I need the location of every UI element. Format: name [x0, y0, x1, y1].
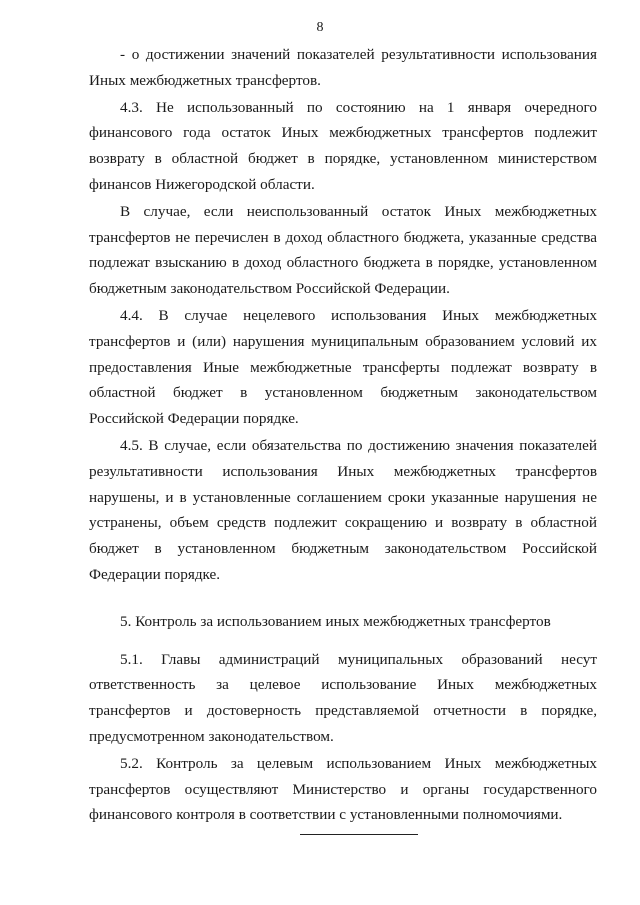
document-body [89, 42, 597, 828]
paragraph-5-2: 5.2. Контроль за целевым использованием Иных межбюджетных трансфертов осуществляют Министерство и органы государственного финансового контроля в соответствии с установленными полномочиями. [89, 754, 597, 824]
section-heading-control: 5. Контроль за использованием иных межбюджетных трансфертов [120, 612, 551, 630]
paragraph-result-indicators: - о достижении значений показателей результативности использования Иных межбюджетных трансфертов. [89, 46, 597, 89]
paragraph-unused-balance: В случае, если неиспользованный остаток Иных межбюджетных трансфертов не перечислен в доход областного бюджета, указанные средства подлежат взысканию в доход областного бюджета в порядке, установленном бюджетным законодательством Российской Федерации. [89, 202, 597, 298]
end-of-text-rule [300, 834, 418, 835]
paragraph-4-5: 4.5. В случае, если обязательства по достижению значения показателей результативности использования Иных межбюджетных трансфертов нарушены, и в установленные соглашением сроки указанные нарушения не устранены, объем средств подлежит сокращению и возврату в областной бюджет в установленном бюджетным законодательством Российской Федерации порядке. [89, 436, 597, 583]
page-number: 8 [316, 20, 324, 35]
paragraph-5-1: 5.1. Главы администраций муниципальных образований несут ответственность за целевое использование Иных межбюджетных трансфертов и достоверность представляемой отчетности в порядке, предусмотренном законодательством. [89, 650, 597, 745]
paragraph-4-4: 4.4. В случае нецелевого использования Иных межбюджетных трансфертов и (или) нарушения муниципальным образованием условий их предоставления Иные межбюджетные трансферты подлежат возврату в областной бюджет в установленном бюджетным законодательством Российской Федерации порядке. [89, 306, 597, 428]
paragraph-4-3: 4.3. Не использованный по состоянию на 1 января очередного финансового года остаток Иных межбюджетных трансфертов подлежит возврату в областной бюджет в порядке, установленном министерством финансов Нижегородской области. [89, 98, 597, 193]
